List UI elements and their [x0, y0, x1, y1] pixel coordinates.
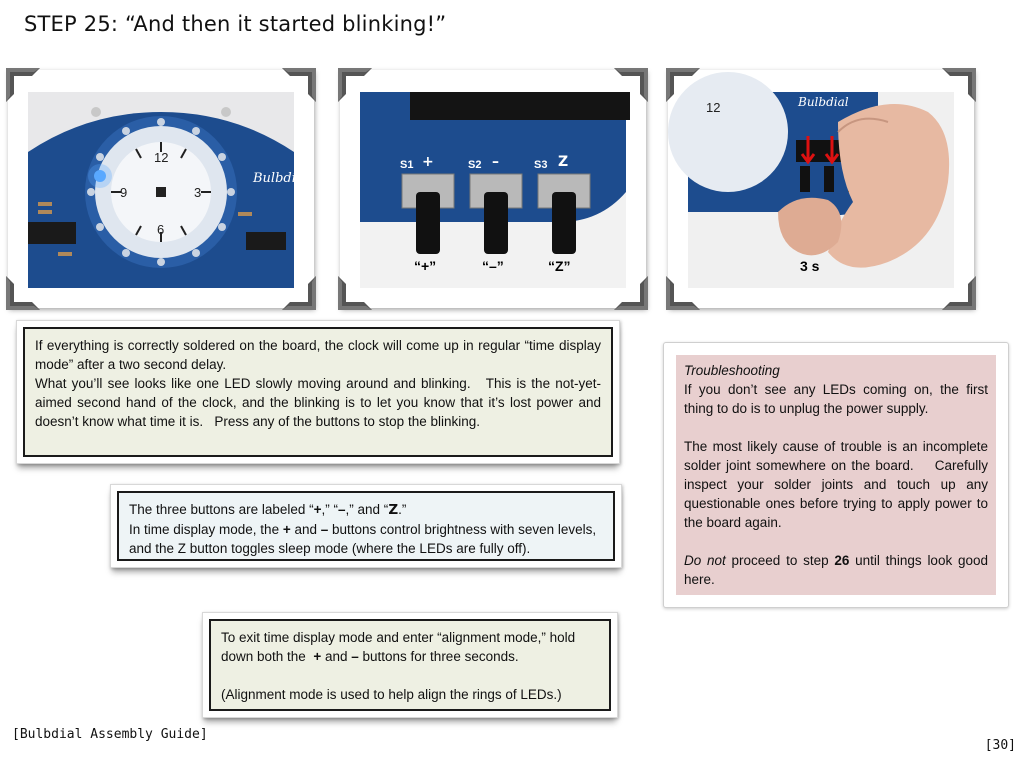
note-buttons-text [117, 491, 615, 561]
clock-number-12-small: 12 [706, 100, 721, 115]
caption-hold-duration: 3 s [800, 258, 820, 274]
photo-corner-icon [666, 68, 700, 102]
guide-footer: [Bulbdial Assembly Guide] [12, 727, 208, 742]
photo-corner-icon [6, 276, 40, 310]
button-symbol-minus: – [492, 154, 499, 170]
photo-corner-icon [942, 68, 976, 102]
board-logo-small: Bulbdial [798, 95, 849, 109]
hold-buttons-photo [688, 92, 954, 288]
note-buttons [110, 484, 622, 568]
caption-z: “Z” [548, 258, 571, 274]
page-title: STEP 25: “And then it started blinking!” [24, 12, 447, 36]
photo-corner-icon [282, 68, 316, 102]
troubleshooting-text [676, 355, 996, 595]
note-alignment-p2: (Alignment mode is used to help align the rings of LEDs.) [221, 687, 562, 702]
photo-corner-icon [942, 276, 976, 310]
photo-frame-hold [668, 70, 974, 308]
caption-minus: “–” [482, 258, 504, 274]
caption-plus: “+” [414, 258, 437, 274]
clock-board-photo [28, 92, 308, 288]
note-startup-p1: If everything is correctly soldered on the board, the clock will come up in regular “time display mode” after a two second delay. [35, 338, 601, 372]
troubleshooting-p3: Do not proceed to step 26 until things look good here. [684, 553, 988, 587]
button-label-s2: S2 [468, 159, 482, 171]
photo-corner-icon [338, 276, 372, 310]
button-label-s3: S3 [534, 159, 548, 171]
photo-corner-icon [338, 68, 372, 102]
clock-number-12: 12 [154, 150, 169, 165]
troubleshooting-p1: If you don’t see any LEDs coming on, the first thing to do is to unplug the power supply. [684, 382, 988, 416]
clock-number-6: 6 [157, 222, 165, 237]
photo-frame-clock [8, 70, 314, 308]
photo-frame-buttons [340, 70, 646, 308]
note-alignment-p1: To exit time display mode and enter “alignment mode,” hold down both the + and – buttons for three seconds. [221, 630, 579, 664]
note-buttons-line2: In time display mode, the + and – buttons control brightness with seven levels, and the Z button toggles sleep mode (where the LEDs are fully off). [129, 522, 597, 556]
note-buttons-line1: The three buttons are labeled “+,” “–,” and “Z.” [129, 502, 407, 518]
page-number: [30] [984, 738, 1016, 753]
photo-corner-icon [6, 68, 40, 102]
troubleshooting-heading: Troubleshooting [684, 363, 780, 378]
clock-number-3: 3 [194, 185, 202, 200]
board-logo: Bulbdial [253, 171, 308, 186]
note-startup-p2: What you’ll see looks like one LED slowly moving around and blinking. This is the not-yet-aimed second hand of the clock, and the blinking is to let you know that it’s lost power and doesn’t know what time it is. Press any of the buttons to stop the blinking. [35, 376, 605, 429]
button-symbol-z: Z [558, 154, 569, 170]
button-symbol-plus: + [422, 154, 434, 170]
photo-corner-icon [614, 68, 648, 102]
photo-corner-icon [614, 276, 648, 310]
photo-corner-icon [666, 276, 700, 310]
note-startup [16, 320, 620, 464]
clock-number-9: 9 [120, 185, 128, 200]
troubleshooting-panel [663, 342, 1009, 608]
note-startup-text [23, 327, 613, 457]
troubleshooting-p2: The most likely cause of trouble is an incomplete solder joint somewhere on the board. Carefully inspect your solder joints and touch up any questionable ones before trying to apply power to the board again. [684, 439, 992, 530]
button-label-s1: S1 [400, 159, 414, 171]
note-alignment [202, 612, 618, 718]
note-alignment-text [209, 619, 611, 711]
photo-corner-icon [282, 276, 316, 310]
